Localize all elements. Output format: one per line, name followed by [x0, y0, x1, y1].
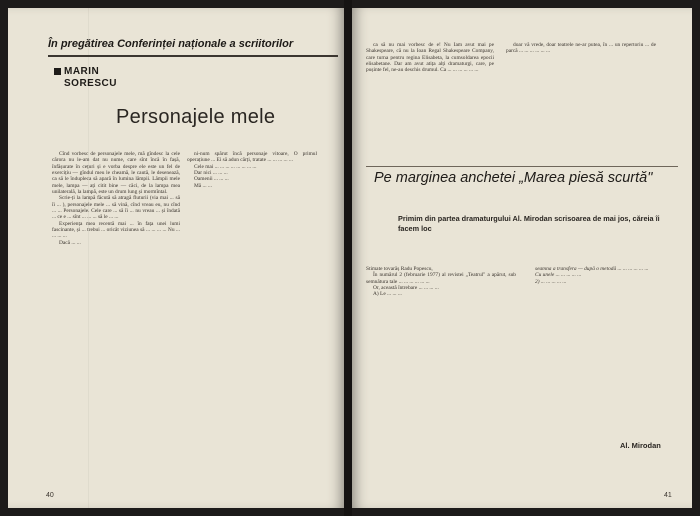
right-continuation-column-1: [366, 42, 494, 156]
left-article-column-2: [187, 151, 317, 491]
paragraph: 2) ... ... ... ... ...: [535, 278, 567, 285]
section-divider: [366, 166, 678, 167]
letter-headline: Pe marginea anchetei „Marea piesă scurtă": [374, 170, 653, 186]
letter-column-2: [528, 266, 678, 441]
paragraph: Mă ... ...: [194, 182, 212, 189]
paragraph: seamna a transfera — după o metodă ... ... ... ... ... ...: [535, 266, 649, 272]
paragraph: Cînd vorbesc de personajele mele, mă gîndesc la cele cărora nu le-am dat nu nume, care sînt încă în fașă, înfășurate în cețuri și e vorba despre ele este un fel de exercițiu — gîndul meu le cheamă, le caută, le desenează, ca să le îndupleca să apară în lumina lămpii. Lămpii mele mele, lampa — ați citit bine — căci, de la lampa mea unilaterală, la lampă, este un drum lung și mormîntal.: [52, 151, 180, 196]
letter-deck: Primim din partea dramaturgului Al. Mirodan scrisoarea de mai jos, căreia îi facem loc: [398, 214, 660, 233]
paragraph: Oamenii ... ... ...: [194, 176, 229, 183]
author-byline: [64, 66, 117, 90]
paragraph: Scrie-ți la lampă făcută să atragă fluturii (via mai ... să îi ... ), personajele mele ... să vină, cînd vreau eu, nu cînd ... ... Personajele. Cele care ... să îi ... nu vreau ... și îndată ... ce e ... sînt ... ... ... să le ... ...: [52, 195, 180, 221]
paragraph: ca să nu mai vorbesc de e! Nu Iam avut mai pe Shakespeare, că nu la Ioan Regal Shakespeare Company, care turna pentru regina Elisabeta, la cumsoldarea epocii elisabetane. Dar am avut atița alți dramaturgi, care, pe pușinte fel, ne-au deschis drumul. Ca ... ... ... ... ... ...: [366, 42, 494, 74]
author-last-name: SORESCU: [64, 78, 117, 89]
paragraph: Stimate tovarăș Radu Popescu,: [366, 266, 433, 272]
page-number: 40: [46, 492, 54, 499]
page-number: 41: [664, 492, 672, 499]
article-title: Personajele mele: [116, 106, 276, 128]
author-bullet-icon: [54, 68, 61, 75]
paragraph: A) Le ... ... ...: [373, 291, 402, 298]
paragraph: doar vă vrede, doar teatrele ne-ar putea, în ... un repertoriu ... de parcă ... ... ... ... ... ...: [506, 42, 656, 55]
paragraph: Cu unele ... ... ... ... ...: [535, 272, 582, 279]
book-gutter: [344, 0, 352, 516]
letter-column-1: [366, 266, 516, 466]
letter-signature: Al. Mirodan: [620, 441, 661, 450]
paragraph: Dar nici ... ... ...: [194, 170, 228, 177]
kicker-rule: [48, 55, 338, 57]
paragraph: Dacă ... ...: [59, 239, 81, 246]
paragraph: Experiența mea recentă mai ... în fața unei lumi fascinante, și ... trebui ... oricât viziunea să ... ... ... ... Nu ... ... ... ...: [52, 220, 180, 240]
right-continuation-column-2: [506, 42, 656, 156]
paragraph: ni-num spărut încă personaje vitoare, O primul operațiune ... Ei să adun cărți, tratate ... ... ... ... ...: [187, 151, 317, 164]
right-page: [352, 8, 692, 508]
section-kicker: În pregătirea Conferinței naționale a scriitorilor: [48, 38, 294, 50]
paragraph: Cele mai ... ... ... ... ... ... ... ...: [194, 163, 257, 170]
paragraph: Or, această întrebare ... ... ... ...: [373, 285, 439, 292]
author-first-name: MARIN: [64, 66, 100, 77]
left-article-column-1: [52, 151, 180, 491]
paragraph: În numărul 2 (februarie 1977) al revistei „Teatrul" a apărut, sub semnătura tale ... ... ... ... ... ...: [366, 272, 516, 285]
left-page: [8, 8, 344, 508]
